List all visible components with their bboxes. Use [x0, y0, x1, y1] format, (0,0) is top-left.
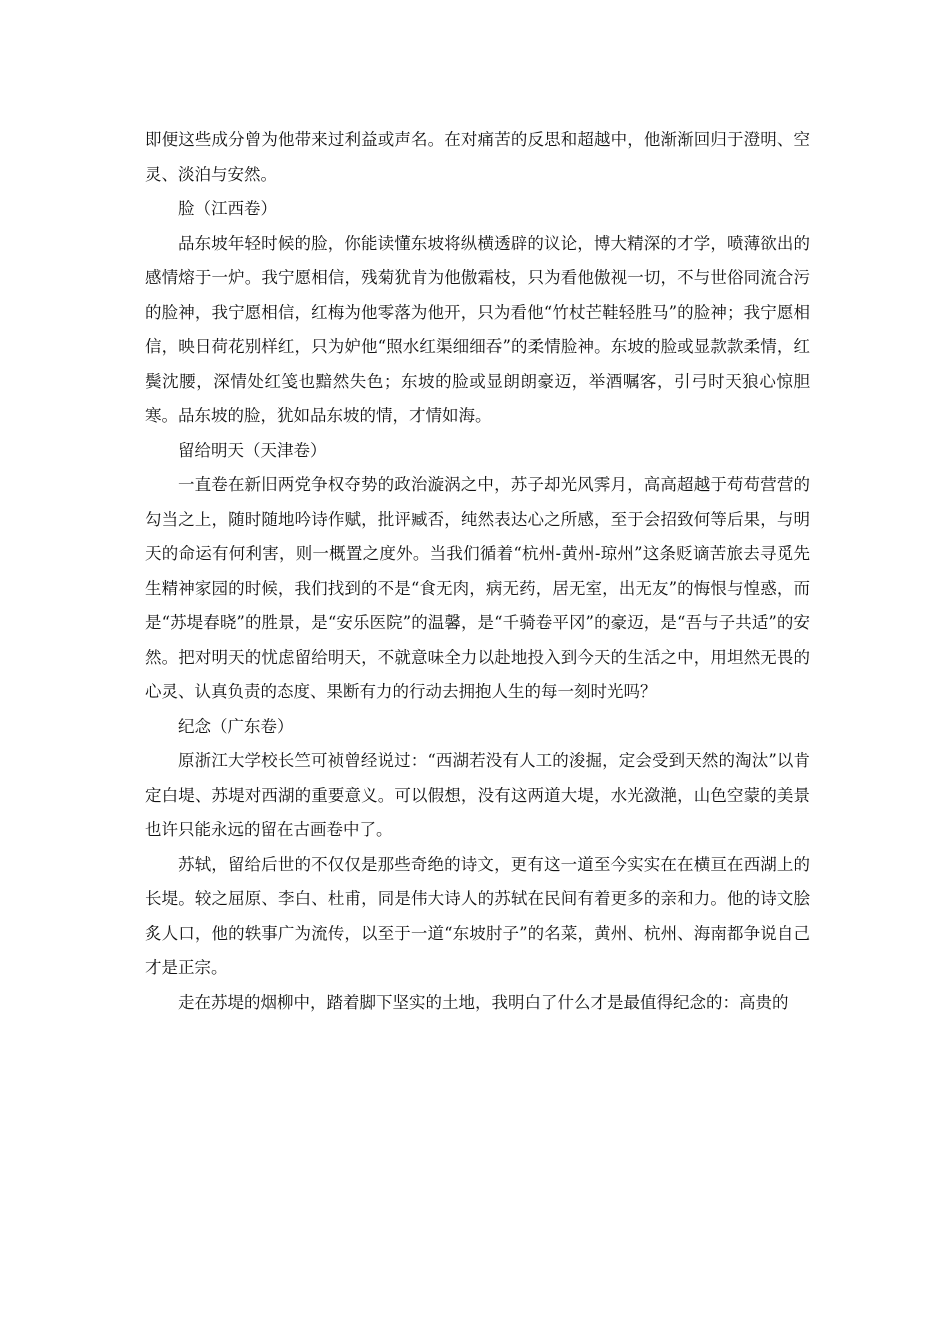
- paragraph-guangdong-3: 走在苏堤的烟柳中，踏着脚下坚实的土地，我明白了什么才是最值得纪念的：高贵的: [178, 992, 789, 1012]
- section-heading-guangdong: 纪念（广东卷）: [178, 716, 294, 736]
- paragraph-tianjin: 一直卷在新旧两党争权夺势的政治漩涡之中，苏子却光风霁月，高高超越于苟苟营营的勾当之上，随时随地吟诗作赋，批评臧否，纯然表达心之所感，至于会招致何等后果，与明天的命运有何利害，则一概置之度外。当我们循着“杭州-黄州-琼州”这条贬谪苦旅去寻觅先生精神家园的时候，我们找到的不是“食无肉，病无药，居无室，出无友”的悔恨与惶惑，而是“苏堤春晓”的胜景，是“安乐医院”的温馨，是“千骑卷平冈”的豪迈，是“吾与子共适”的安然。把对明天的忧虑留给明天，不就意味全力以赴地投入到今天的生活之中，用坦然无畏的心灵、认真负责的态度、果断有力的行动去拥抱人生的每一刻时光吗？: [145, 475, 810, 701]
- paragraph-jiangxi: 品东坡年轻时候的脸，你能读懂东坡将纵横透辟的议论，博大精深的才学，喷薄欲出的感情熔于一炉。我宁愿相信，残菊犹肯为他傲霜枝，只为看他傲视一切，不与世俗同流合污的脸神，我宁愿相信，红梅为他零落为他开，只为看他“竹杖芒鞋轻胜马”的脸神；我宁愿相信，映日荷花别样红，只为妒他“照水红渠细细吞”的柔情脸神。东坡的脸或显款款柔情，红鬓沈腰，深情处红笺也黯然失色；东坡的脸或显朗朗豪迈，举酒嘱客，引弓时天狼心惊胆寒。品东坡的脸，犹如品东坡的情，才情如海。: [145, 233, 810, 425]
- document-body: [145, 123, 810, 1020]
- paragraph-continuation: 即便这些成分曾为他带来过利益或声名。在对痛苦的反思和超越中，他渐渐回归于澄明、空灵、淡泊与安然。: [145, 130, 810, 184]
- section-heading-jiangxi: 脸（江西卷）: [178, 199, 277, 218]
- paragraph-guangdong-1: 原浙江大学校长竺可祯曾经说过：“西湖若没有人工的浚掘，定会受到天然的淘汰”以肯定白堤、苏堤对西湖的重要意义。可以假想，没有这两道大堤，水光潋滟，山色空蒙的美景也许只能永远的留在古画卷中了。: [145, 751, 810, 839]
- paragraph-guangdong-2: 苏轼，留给后世的不仅仅是那些奇绝的诗文，更有这一道至今实实在在横亘在西湖上的长堤。较之屈原、李白、杜甫，同是伟大诗人的苏轼在民间有着更多的亲和力。他的诗文脍炙人口，他的轶事广为流传，以至于一道“东坡肘子”的名菜，黄州、杭州、海南都争说自己才是正宗。: [145, 854, 810, 977]
- section-heading-tianjin: 留给明天（天津卷）: [178, 440, 327, 460]
